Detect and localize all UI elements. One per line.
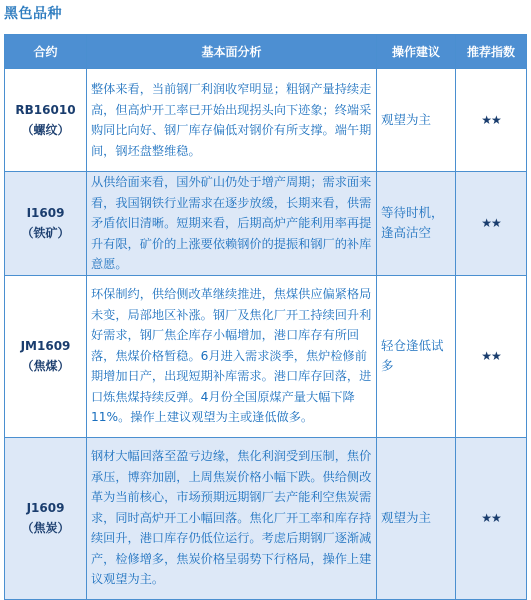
recommendation-table [4, 34, 527, 600]
table-row-coke [5, 437, 527, 599]
table-header-row [5, 35, 527, 69]
contract-code: RB16010 [15, 103, 76, 117]
advice-cell: 观望为主 [377, 69, 456, 172]
advice-cell: 观望为主 [377, 437, 456, 599]
analysis-cell: 整体来看，当前钢厂利润收窄明显；粗钢产量持续走高，但高炉开工率已开始出现拐头向下迹象；终端采购同比向好、钢厂库存偏低对钢价有所支撑。端午期间，钢坯盘整维稳。 [87, 69, 377, 172]
contract-cell [5, 69, 87, 172]
contract-cell [5, 437, 87, 599]
analysis-cell: 环保制约，供给侧改革继续推进，焦煤供应偏紧格局未变，局部地区补涨。钢厂及焦化厂开工持续回升利好需求，钢厂焦企库存小幅增加，港口库存有所回落，焦煤价格暂稳。6月进入需求淡季，焦炉检修前期增加日产，出现短期补库需求。港口库存回落，进口炼焦煤持续反弹。4月份全国原煤产量大幅下降 11%。操作上建议观望为主或逢低做多。 [87, 275, 377, 437]
contract-cell [5, 172, 87, 276]
header-analysis: 基本面分析 [87, 35, 377, 69]
contract-code: JM1609 [20, 339, 71, 353]
table-row-rebar [5, 69, 527, 172]
advice-cell: 等待时机，逢高沽空 [377, 172, 456, 276]
contract-name: （焦炭） [21, 521, 70, 535]
table-row-coking-coal [5, 275, 527, 437]
header-advice: 操作建议 [377, 35, 456, 69]
contract-cell [5, 275, 87, 437]
header-rating: 推荐指数 [456, 35, 527, 69]
rating-stars: ★★ [456, 437, 527, 599]
rating-stars: ★★ [456, 69, 527, 172]
analysis-cell: 钢材大幅回落至盈亏边缘，焦化利润受到压制，焦价承压，博弈加剧，上周焦炭价格小幅下跌。供给侧改革为当前核心，市场预期远期钢厂去产能利空焦炭需求，同时高炉开工小幅回落。焦化厂开工率和库存持续回升，港口库存仍低位运行。考虑后期钢厂逐渐减产，检修增多，焦炭价格呈弱势下行格局，操作上建议观望为主。 [87, 437, 377, 599]
analysis-cell: 从供给面来看，国外矿山仍处于增产周期；需求面来看，我国钢铁行业需求在逐步放缓，长期来看，供需矛盾依旧清晰。短期来看，后期高炉产能利用率再提升有限，矿价的上涨要依赖钢价的提振和钢厂的补库意愿。 [87, 172, 377, 276]
advice-cell: 轻仓逢低试多 [377, 275, 456, 437]
contract-code: I1609 [26, 206, 65, 221]
rating-stars: ★★ [456, 275, 527, 437]
contract-name: （螺纹） [21, 123, 70, 137]
section-title: 黑色品种 [4, 6, 62, 22]
rating-stars: ★★ [456, 172, 527, 276]
contract-name: （铁矿） [21, 226, 70, 241]
contract-name: （焦煤） [21, 359, 70, 373]
header-contract: 合约 [5, 35, 87, 69]
contract-code: J1609 [26, 501, 65, 515]
table-row-iron-ore [5, 172, 527, 276]
